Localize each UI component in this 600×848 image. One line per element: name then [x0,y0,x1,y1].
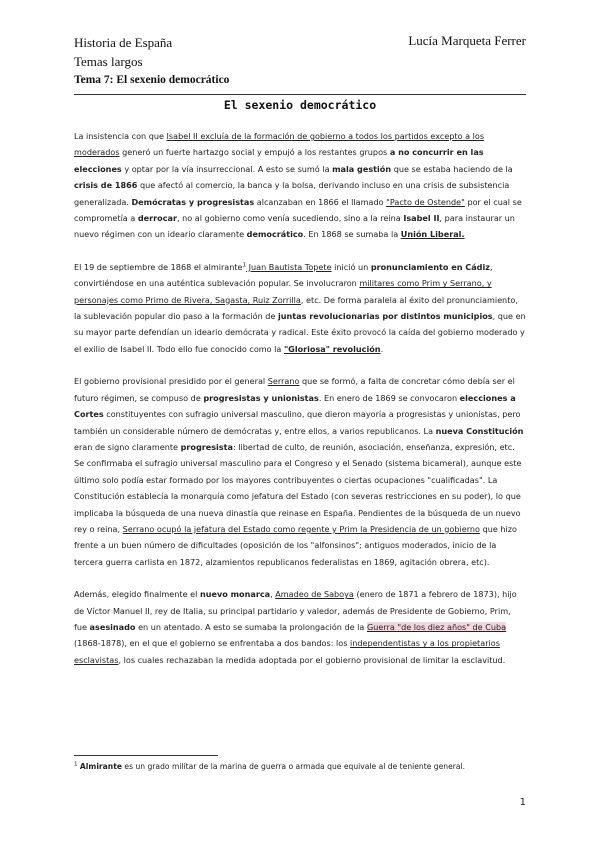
paragraph-2: El 19 de septiembre de 1868 el almirante$^1$ Juan Bautista Topete inició un pronunciamiento en Cádiz, convirtiéndose en una auténtica sublevación popular. Se involucraron militares como Prim y Serrano, y personajes como Primo de Rivera, Sagasta, Ruiz Zorrilla, etc. De forma paralela al éxito del pronunciamiento, la sublevación popular dio paso a la formación de juntas revolucionarias por distintos municipios, que en su mayor parte defendían un ideario demócrata y radical. Este éxito provocó la caída del gobierno moderado y el exilio de Isabel II. Todo ello fue conocido como la "Gloriosa" revolución. [74,261,526,354]
footnote-text: es un grado militar de la marina de guerra o armada que equivale al de teniente general. [121,762,466,771]
header-author: Lucía Marqueta Ferrer [408,33,526,48]
paragraph-3: El gobierno provisional presidido por el general Serrano que se formó, a falta de concretar cómo debía ser el futuro régimen, se compuso de progresistas y unionistas. En enero de 1869 se convocaron elecciones a Cortes constituyentes con sufragio universal masculino, que dieron mayoría a progresistas y unionistas, pero también un considerable número de demócratas y, entre ellos, a varios republicanos. La nueva Constitución eran de signo claramente progresista: libertad de culto, de reunión, asociación, enseñanza, expresión, etc. Se confirmaba el sufragio universal masculino para el Congreso y el Senado (sistema bicameral), aunque este último solo podía estar formado por los mayores contribuyentes o ciertas ocupaciones "cualificadas". La Constitución establecía la monarquía como jefatura del Estado (con severas restricciones en su poder), lo que implicaba la búsqueda de una nueva dinastía que reinase en España. Pendientes de la búsqueda de un nuevo rey o reina, Serrano ocupó la jefatura del Estado como regente y Prim la Presidencia de un gobierno que hizo frente a un buen número de dificultades (oposición de los "alfonsinos"; antiguos moderados, inicio de la tercera guerra carlista en 1872, alzamientos republicanos federalistas en 1869, agitación obrera, etc). [74,376,524,567]
header-left [74,33,229,90]
document-body [74,128,526,684]
page-number: 1 [519,797,526,808]
footnote-divider [74,755,218,756]
header-subtitle: Temas largos [74,54,143,69]
header-subject: Historia de España [74,35,173,50]
footnote-term: Almirante [79,762,122,771]
footnote-number: 1 [74,761,78,768]
page-title: El sexenio democrático [223,98,377,112]
header-topic: Tema 7: El sexenio democrático [74,74,230,86]
paragraph-4: Además, elegido finalmente el nuevo monarca, Amadeo de Saboya (enero de 1871 a febrero de 1873), hijo de Víctor Manuel II, rey de Italia, su principal partidario y valedor, además de Presidente de Gobierno, Prim, fue asesinado en un atentado. A esto se sumaba la prolongación de la Guerra "de los diez años" de Cuba (1868-1878), en el que el gobierno se enfrentaba a dos bandos: los independentistas y a los propietarios esclavistas, los cuales rechazaban la medida adoptada por el gobierno provisional de limitar la esclavitud. [74,589,517,665]
footnote-ref[interactable]: 1 [242,262,247,269]
footnote [74,762,534,771]
paragraph-1: La insistencia con que Isabel II excluía de la formación de gobierno a todos los partidos excepto a los moderados generó un fuerte hartazgo social y empujó a los restantes grupos a no concurrir en las elecciones y optar por la vía insurreccional. A esto se sumó la mala gestión que se estaba haciendo de la crisis de 1866 que afectó al comercio, la banca y la bolsa, derivando incluso en una crisis de subsistencia generalizada. Demócratas y progresistas alcanzaban en 1866 el llamado "Pacto de Ostende" por el cual se comprometía a derrocar, no al gobierno como venía sucediendo, sino a la reina Isabel II, para instaurar un nuevo régimen con un ideario claramente democrático. En 1868 se sumaba la Unión Liberal. [74,131,522,240]
header-divider [74,94,526,95]
